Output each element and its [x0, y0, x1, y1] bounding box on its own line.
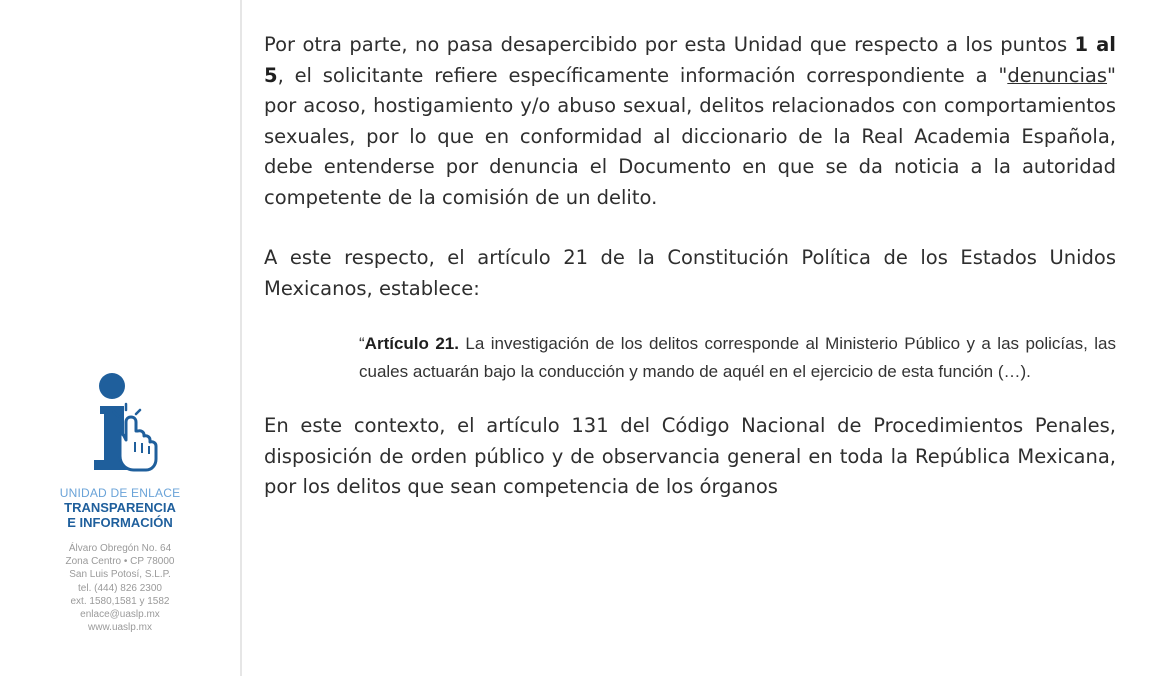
page-margin-rule [240, 0, 242, 676]
quote-text: La investigación de los delitos corresponde al Ministerio Público y a las policías, las cuales actuarán bajo la conducción y mando de aquél en el ejercicio de esta función (…). [359, 334, 1116, 381]
address-line: Zona Centro • CP 78000 [65, 556, 175, 568]
unit-name-line3: E INFORMACIÓN [67, 515, 173, 530]
article-21-quote [359, 330, 1116, 386]
unit-name-line2: TRANSPARENCIA [64, 500, 176, 515]
paragraph-text: Por otra parte, no pasa desapercibido por esta Unidad que respecto a los puntos [264, 33, 1075, 56]
points-range: 1 al 5 [264, 33, 1116, 87]
unit-name-line1: UNIDAD DE ENLACE [59, 486, 181, 500]
extension-line: ext. 1580,1581 y 1582 [70, 595, 170, 607]
info-hand-pointer-icon [80, 370, 160, 480]
address-line: San Luis Potosí, S.L.P. [69, 569, 171, 581]
paragraph-article-131: En este contexto, el artículo 131 del Código Nacional de Procedimientos Penales, disposición de orden público y de observancia general en toda la República Mexicana, por los delitos que sean competencia de los órganos [264, 414, 1116, 498]
address-line: Álvaro Obregón No. 64 [68, 543, 172, 554]
email-line: enlace@uaslp.mx [80, 609, 160, 621]
paragraph-article-21-intro: A este respecto, el artículo 21 de la Constitución Política de los Estados Unidos Mexicanos, establece: [264, 246, 1116, 300]
address-block [0, 542, 240, 634]
quote-mark: “ [359, 334, 365, 353]
phone-line: tel. (444) 826 2300 [78, 582, 162, 594]
paragraph-denuncias [264, 30, 1116, 213]
paragraph-text: " por acoso, hostigamiento y/o abuso sexual, delitos relacionados con comportamientos sexuales, por lo que en conformidad al diccionario de la Real Academia Española, debe entenderse por denuncia el Documento en que se da noticia a la autoridad competente de la comisión de un delito. [264, 63, 1116, 209]
website-line: www.uaslp.mx [88, 622, 152, 634]
letterhead-sidebar [0, 370, 240, 634]
underlined-term: denuncias [1007, 63, 1108, 87]
article-heading: Artículo 21. [364, 334, 459, 353]
paragraph-text: , el solicitante refiere específicamente información correspondiente a " [277, 63, 1008, 87]
document-body [264, 30, 1116, 503]
